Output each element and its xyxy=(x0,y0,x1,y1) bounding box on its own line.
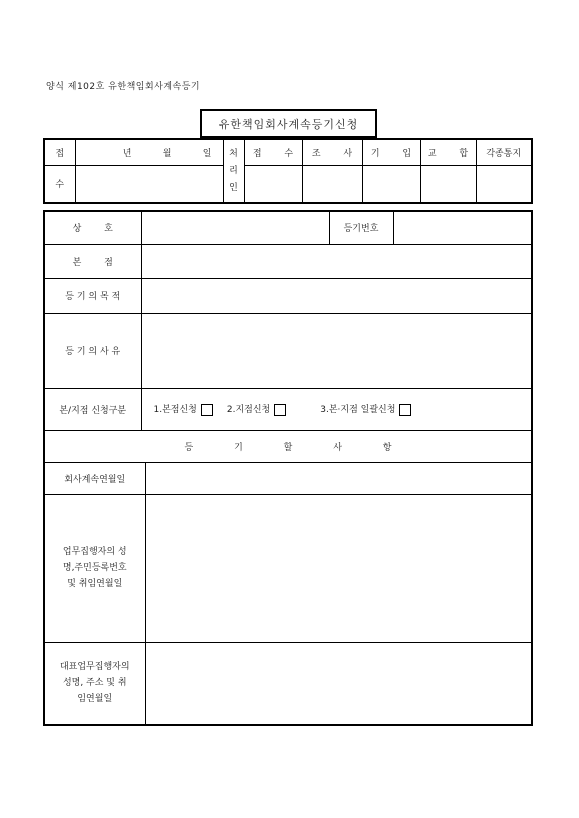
executive-label xyxy=(44,494,145,642)
purpose-input[interactable] xyxy=(141,278,532,313)
col-inspection: 조 사 xyxy=(302,139,362,165)
rep-executive-label-line-3: 임연월일 xyxy=(77,694,113,705)
executive-label-line-1: 업무집행자의 성 xyxy=(62,547,127,557)
application-table xyxy=(43,210,533,726)
executive-label-line-2: 명,주민등록번호 xyxy=(62,563,127,573)
branch-type-options xyxy=(141,388,532,430)
reason-label: 등 기 의 사 유 xyxy=(44,313,141,388)
month-label: 월 xyxy=(162,148,172,159)
day-label: 일 xyxy=(202,148,212,159)
handler-char-2: 리 xyxy=(229,165,238,176)
reception-date-cell[interactable] xyxy=(75,165,223,203)
purpose-label: 등 기 의 목 적 xyxy=(44,278,141,313)
executive-input[interactable] xyxy=(145,494,532,642)
reception-label-bottom: 수 xyxy=(44,165,75,203)
collation-sign-cell[interactable] xyxy=(420,165,476,203)
branch-type-label: 본/지점 신청구분 xyxy=(44,388,141,430)
trade-name-input[interactable] xyxy=(141,211,329,244)
handler-char-3: 인 xyxy=(229,182,238,193)
rep-executive-label-line-1: 대표업무집행자의 xyxy=(59,662,130,673)
continuation-date-label: 회사계속연월일 xyxy=(44,462,145,494)
col-notifications: 각종통지 xyxy=(476,139,532,165)
reg-number-label: 등기번호 xyxy=(329,211,393,244)
option-head-office-checkbox[interactable] xyxy=(201,404,213,416)
col-entry: 기 입 xyxy=(362,139,420,165)
option-bulk-label: 3.본·지점 일괄신청 xyxy=(320,405,396,416)
form-code: 양식 제102호 유한책임회사계속등기 xyxy=(46,82,201,92)
handler-char-1: 처 xyxy=(229,148,238,159)
rep-executive-label xyxy=(44,642,145,725)
option-branch-label: 2.지점신청 xyxy=(226,405,271,416)
rep-executive-input[interactable] xyxy=(145,642,532,725)
head-office-label: 본 점 xyxy=(44,244,141,278)
reg-number-input[interactable] xyxy=(393,211,532,244)
head-office-input[interactable] xyxy=(141,244,532,278)
processing-table xyxy=(43,138,533,204)
entry-sign-cell[interactable] xyxy=(362,165,420,203)
form-title: 유한책임회사계속등기신청 xyxy=(200,109,377,138)
inspection-sign-cell[interactable] xyxy=(302,165,362,203)
option-branch-checkbox[interactable] xyxy=(274,404,286,416)
col-collation: 교 합 xyxy=(420,139,476,165)
registration-items-header: 등 기 할 사 항 xyxy=(44,430,532,462)
reception-sign-cell[interactable] xyxy=(244,165,302,203)
trade-name-label: 상 호 xyxy=(44,211,141,244)
year-label: 년 xyxy=(122,148,132,159)
reception-label-top: 접 xyxy=(44,139,75,165)
executive-label-line-3: 및 취임연월일 xyxy=(67,579,123,589)
continuation-date-input[interactable] xyxy=(145,462,532,494)
reason-input[interactable] xyxy=(141,313,532,388)
notification-sign-cell[interactable] xyxy=(476,165,532,203)
rep-executive-label-line-2: 성명, 주소 및 취 xyxy=(62,678,127,689)
reception-date xyxy=(75,139,223,165)
col-reception: 접 수 xyxy=(244,139,302,165)
option-bulk-checkbox[interactable] xyxy=(399,404,411,416)
option-head-office-label: 1.본점신청 xyxy=(153,405,197,416)
handler-label xyxy=(223,139,244,203)
